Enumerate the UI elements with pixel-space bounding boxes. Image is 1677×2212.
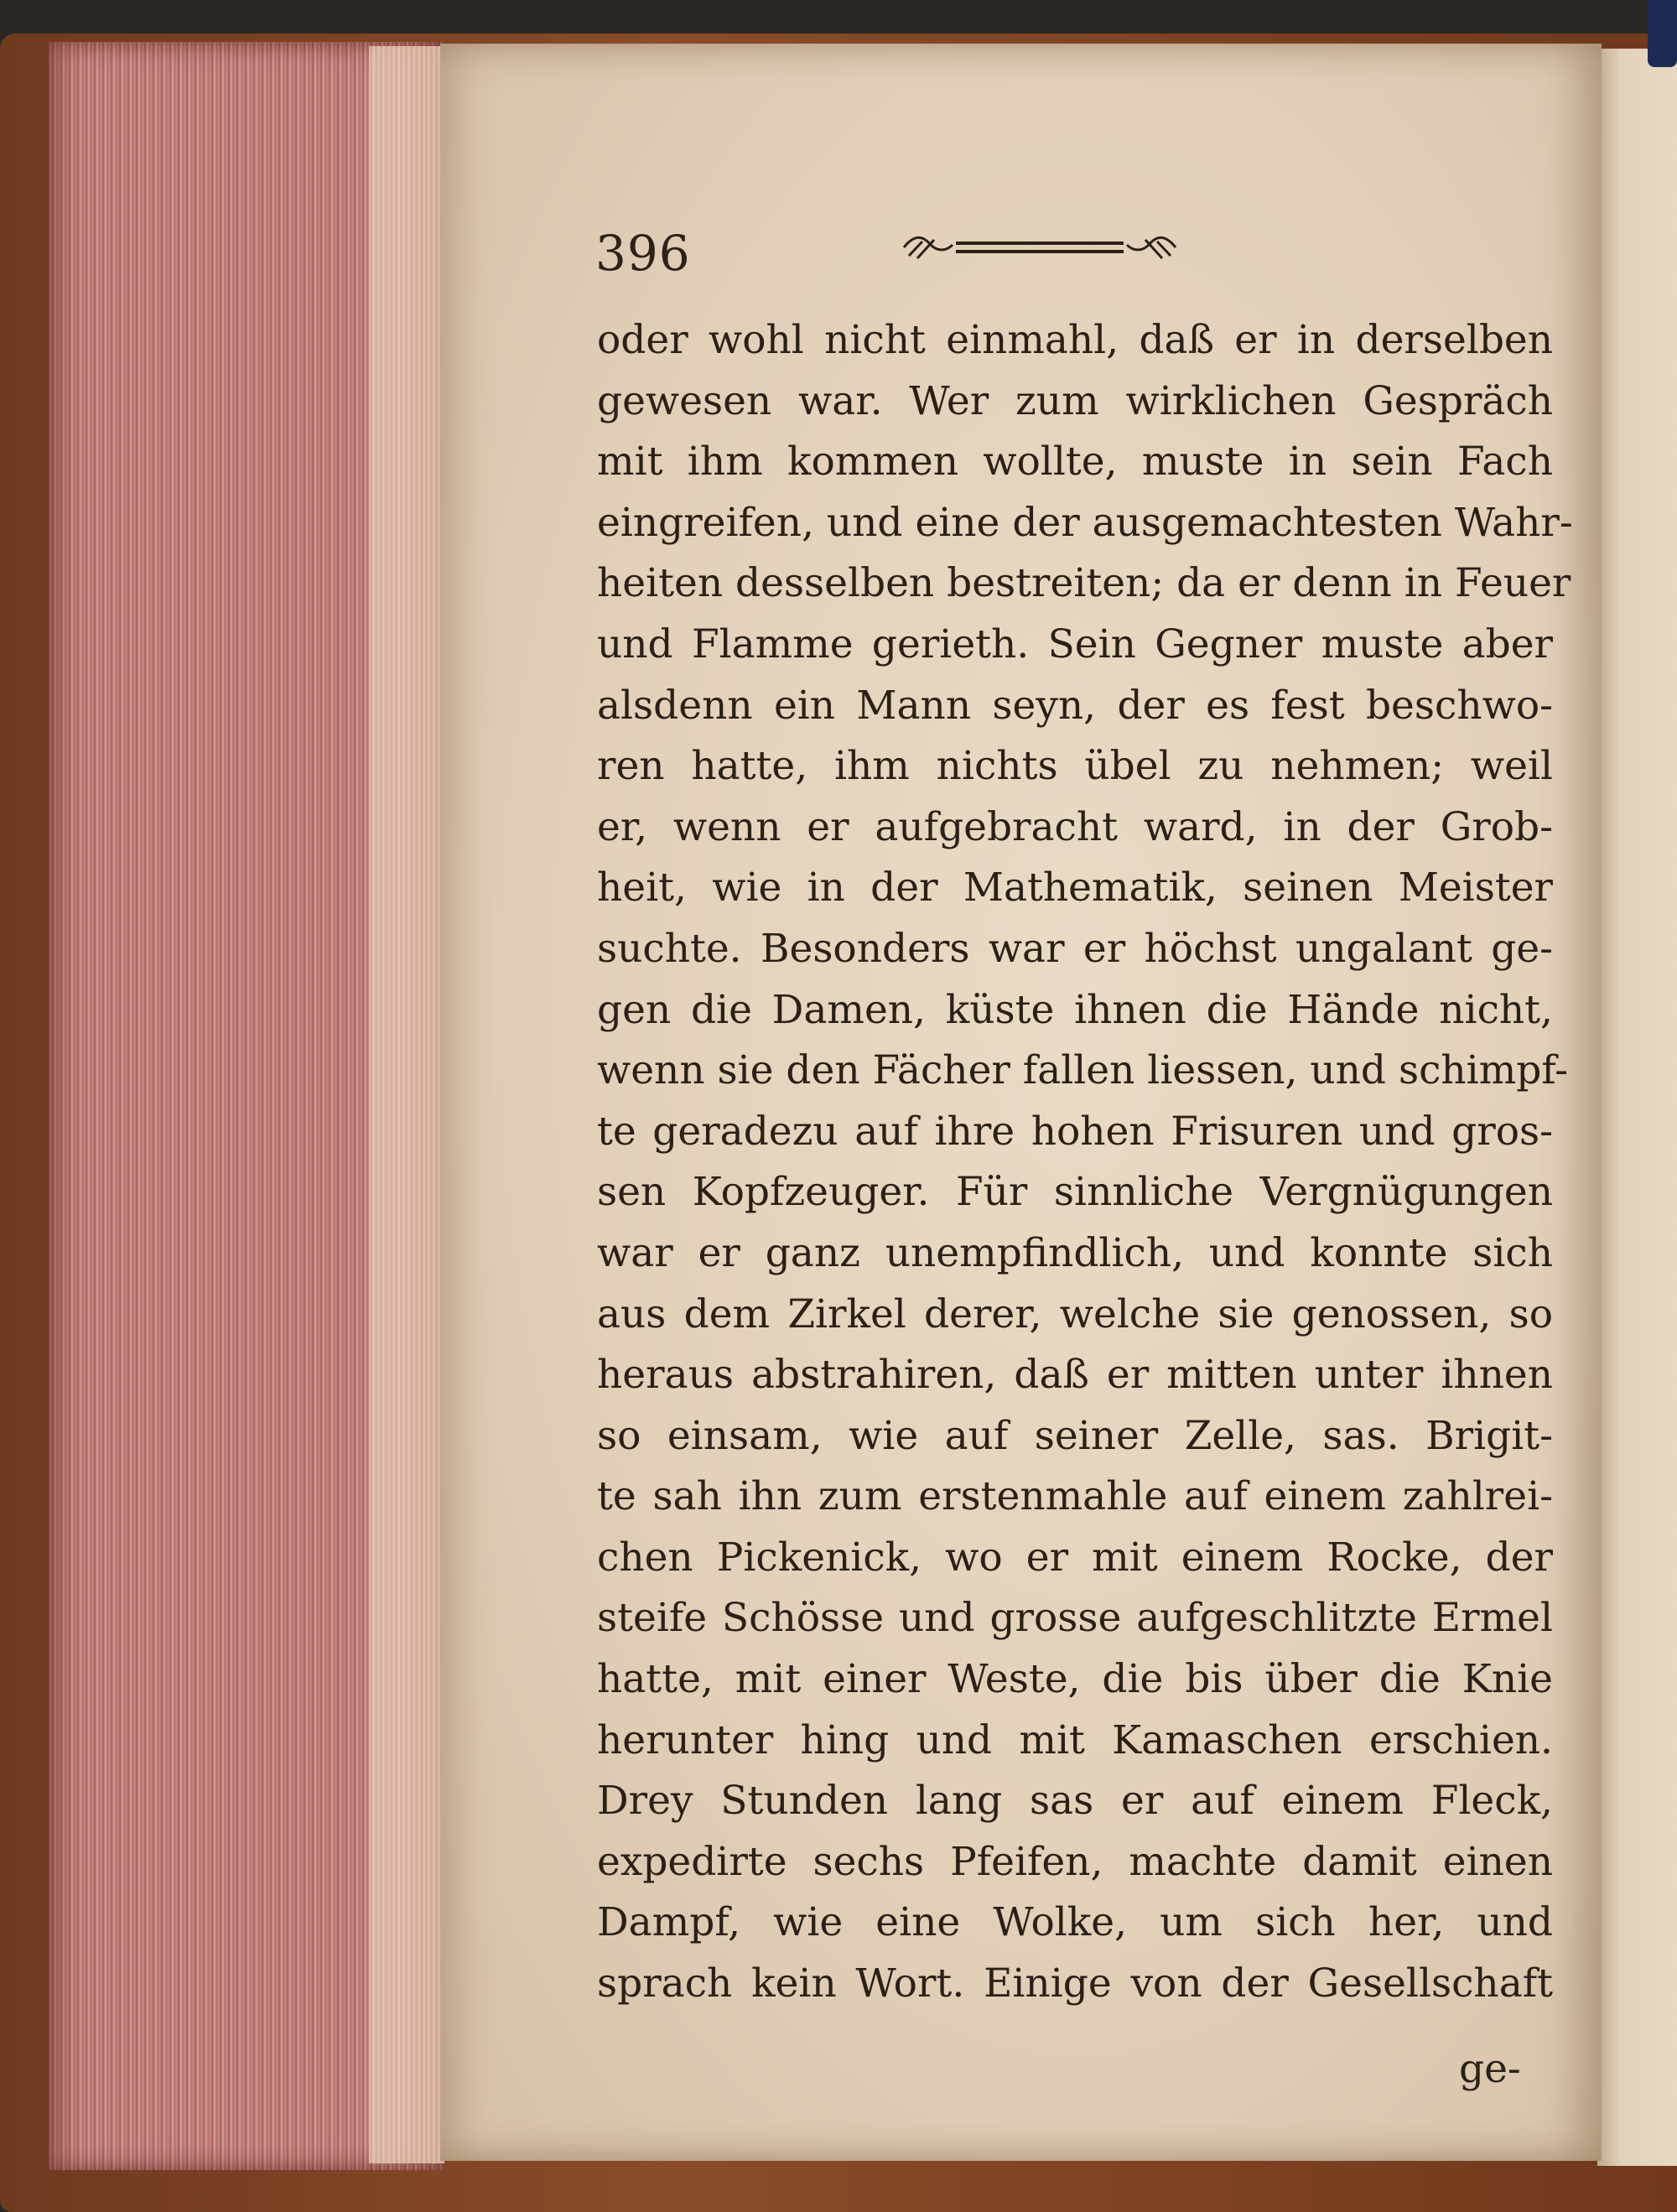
text-line: gen die Damen, küste ihnen die Hände nicht,: [597, 986, 1553, 1033]
text-line: Dampf, wie eine Wolke, um sich her, und: [597, 1899, 1553, 1946]
text-line: herunter hing und mit Kamaschen erschien.: [597, 1716, 1553, 1763]
text-line: wenn sie den Fächer fallen liessen, und schimpf-: [597, 1047, 1568, 1094]
text-line: sprach kein Wort. Einige von der Gesellschaft: [597, 1960, 1553, 2007]
text-line: alsdenn ein Mann seyn, der es fest beschwo-: [597, 682, 1553, 729]
text-line: mit ihm kommen wollte, muste in sein Fach: [597, 439, 1553, 485]
text-line: aus dem Zirkel derer, welche sie genossen, so: [597, 1290, 1553, 1337]
text-line: chen Pickenick, wo er mit einem Rocke, der: [597, 1534, 1553, 1581]
text-line: heiten desselben bestreiten; da er denn in Feuer: [597, 560, 1571, 607]
text-line: steife Schösse und grosse aufgeschlitzte Ermel: [597, 1595, 1553, 1642]
text-line: er, wenn er aufgebracht ward, in der Grob-: [597, 803, 1553, 850]
text-line: oder wohl nicht einmahl, daß er in derselben: [597, 317, 1553, 363]
text-line: sen Kopfzeuger. Für sinnliche Vergnügungen: [597, 1169, 1553, 1216]
text-line: hatte, mit einer Weste, die bis über die Knie: [597, 1656, 1553, 1703]
text-line: te sah ihn zum erstenmahle auf einem zahlrei-: [597, 1473, 1553, 1520]
page-number: 396: [595, 225, 691, 282]
catchword: ge-: [1459, 2046, 1521, 2092]
text-line: suchte. Besonders war er höchst ungalant ge-: [597, 925, 1553, 972]
page-edges-inner: [369, 46, 444, 2163]
text-line: expedirte sechs Pfeifen, machte damit einen: [597, 1838, 1553, 1885]
text-line: war er ganz unempfindlich, und konnte sich: [597, 1229, 1553, 1276]
printers-ornament-icon: [897, 226, 1182, 268]
text-line: gewesen war. Wer zum wirklichen Gespräch: [597, 377, 1553, 424]
text-line: te geradezu auf ihre hohen Frisuren und gros-: [597, 1108, 1553, 1155]
text-line: ren hatte, ihm nichts übel zu nehmen; weil: [597, 743, 1553, 790]
bookmark-ribbon: [1648, 0, 1677, 67]
text-line: und Flamme gerieth. Sein Gegner muste aber: [597, 621, 1553, 667]
text-line: so einsam, wie auf seiner Zelle, sas. Brigit-: [597, 1412, 1553, 1459]
text-line: heit, wie in der Mathematik, seinen Meister: [597, 865, 1553, 911]
body-text: [597, 310, 1573, 2015]
facing-page: [1597, 49, 1677, 2166]
text-line: heraus abstrahiren, daß er mitten unter ihnen: [597, 1352, 1553, 1399]
text-line: eingreifen, und eine der ausgemachtesten Wahr-: [597, 499, 1573, 546]
text-line: Drey Stunden lang sas er auf einem Fleck,: [597, 1778, 1553, 1825]
